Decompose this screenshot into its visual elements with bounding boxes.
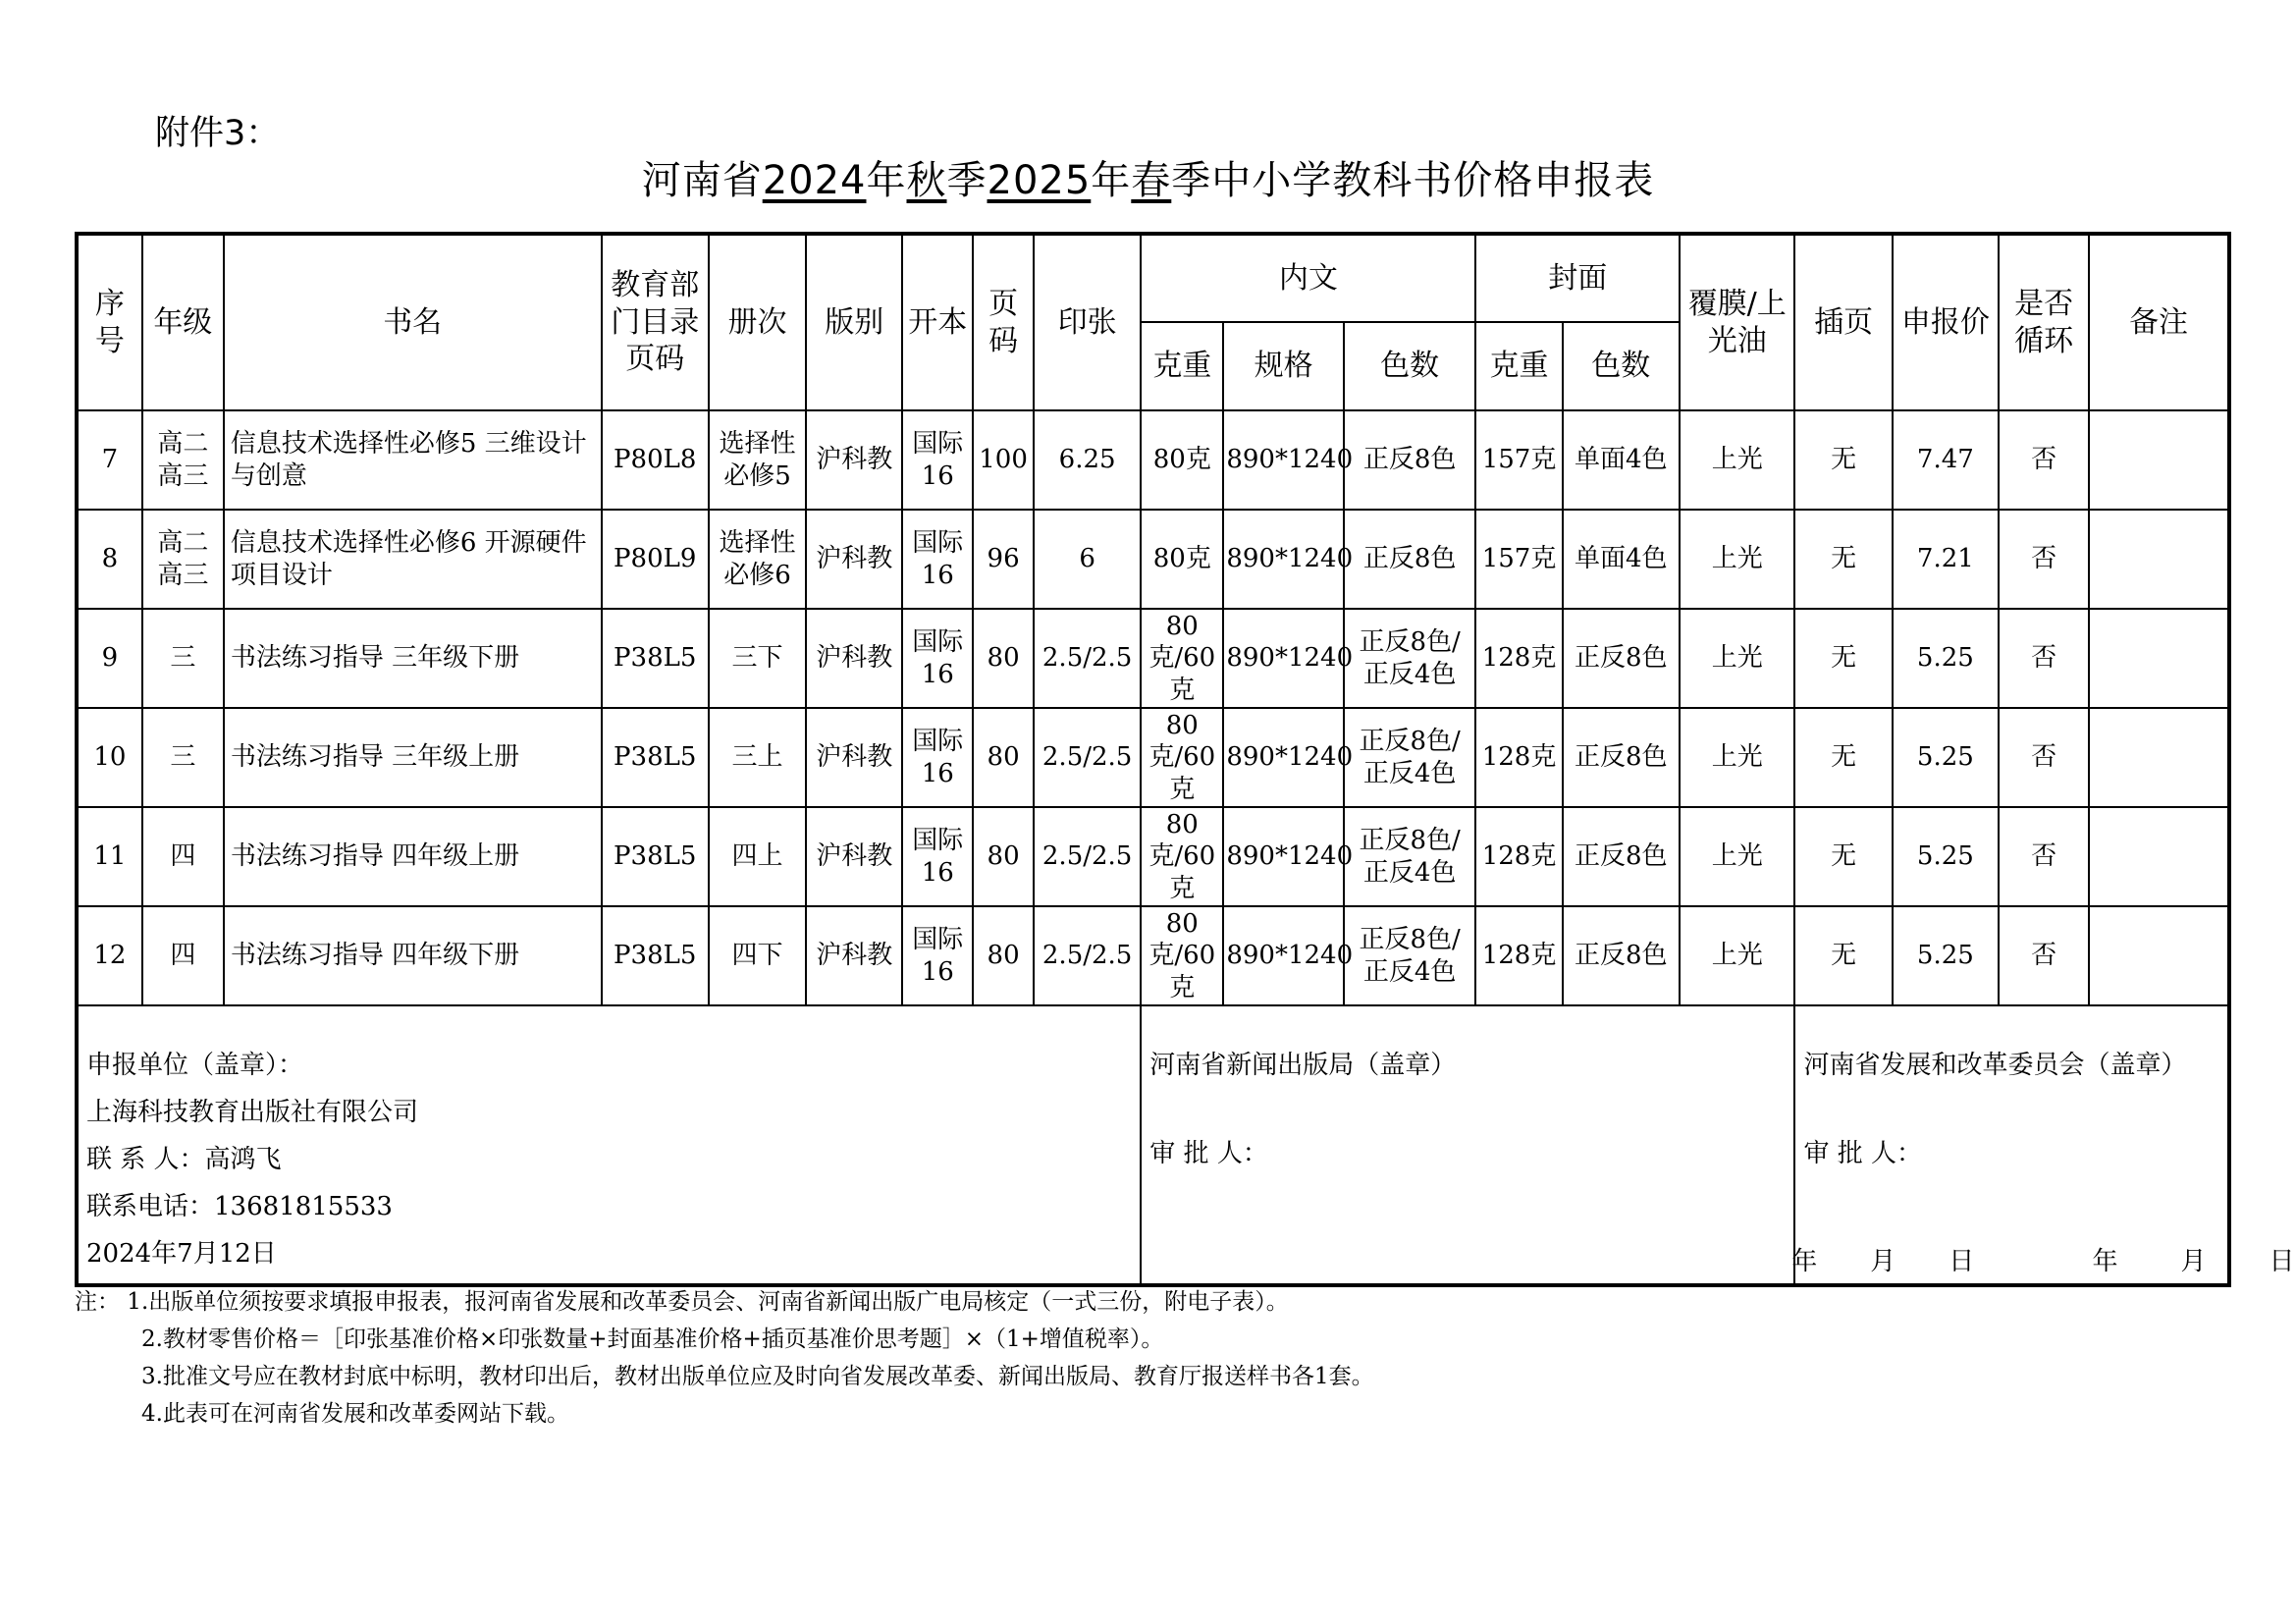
cell-spec: 890*1240 — [1223, 410, 1344, 510]
cell-price: 5.25 — [1893, 609, 1999, 708]
cell-name: 书法练习指导 四年级上册 — [224, 807, 602, 906]
header-inner: 内文 — [1141, 234, 1475, 322]
cell-spec: 890*1240 — [1223, 510, 1344, 609]
cell-catalog: P38L5 — [602, 609, 709, 708]
cell-format: 国际16 — [902, 410, 973, 510]
cell-price: 5.25 — [1893, 708, 1999, 807]
cell-name: 书法练习指导 四年级下册 — [224, 906, 602, 1005]
cell-remark — [2089, 510, 2229, 609]
cell-seq: 7 — [77, 410, 142, 510]
cell-price: 7.21 — [1893, 510, 1999, 609]
cell-insert: 无 — [1794, 410, 1892, 510]
title-part: 河南省 — [641, 158, 763, 203]
note-2: 2.教材零售价格＝［印张基准价格×印张数量+封面基准价格+插页基准价思考题］×（1+增值税率）。 — [141, 1326, 1164, 1352]
header-cover: 封面 — [1475, 234, 1680, 322]
cell-format: 国际16 — [902, 807, 973, 906]
cell-remark — [2089, 609, 2229, 708]
title-part: 季中小学教科书价格申报表 — [1171, 158, 1655, 203]
cell-weight: 80克 — [1141, 410, 1223, 510]
header-format: 开本 — [902, 234, 973, 410]
cell-edition: 沪科教 — [806, 708, 902, 807]
cell-cover-colors: 正反8色 — [1563, 609, 1680, 708]
cell-recycle: 否 — [1999, 410, 2089, 510]
header-price: 申报价 — [1893, 234, 1999, 410]
cell-name: 信息技术选择性必修6 开源硬件项目设计 — [224, 510, 602, 609]
cell-recycle: 否 — [1999, 510, 2089, 609]
cell-remark — [2089, 906, 2229, 1005]
cell-grade: 高二高三 — [142, 410, 224, 510]
cell-spec: 890*1240 — [1223, 609, 1344, 708]
cell-insert: 无 — [1794, 807, 1892, 906]
cell-recycle: 否 — [1999, 609, 2089, 708]
cell-sheets: 2.5/2.5 — [1034, 807, 1141, 906]
cell-sheets: 6.25 — [1034, 410, 1141, 510]
header-spec: 规格 — [1223, 322, 1344, 410]
cell-cover-colors: 正反8色 — [1563, 708, 1680, 807]
cell-remark — [2089, 410, 2229, 510]
cell-sheets: 2.5/2.5 — [1034, 609, 1141, 708]
cell-lamination: 上光 — [1680, 906, 1794, 1005]
cell-colors: 正反8色/正反4色 — [1344, 906, 1476, 1005]
cell-sheets: 6 — [1034, 510, 1141, 609]
cell-edition: 沪科教 — [806, 807, 902, 906]
applicant-box — [77, 1005, 1141, 1285]
cell-recycle: 否 — [1999, 708, 2089, 807]
header-remark: 备注 — [2089, 234, 2229, 410]
cell-cover-colors: 单面4色 — [1563, 510, 1680, 609]
cell-catalog: P80L8 — [602, 410, 709, 510]
cell-colors: 正反8色/正反4色 — [1344, 807, 1476, 906]
ndrc-year: 年 — [2092, 1246, 2118, 1276]
cell-volume: 四上 — [709, 807, 806, 906]
title-season-1: 秋 — [906, 158, 947, 203]
cell-spec: 890*1240 — [1223, 807, 1344, 906]
cell-remark — [2089, 708, 2229, 807]
cell-pages: 80 — [973, 708, 1034, 807]
press-year: 年 — [1791, 1246, 1818, 1276]
ndrc-box — [1794, 1005, 2295, 1285]
ndrc-label: 河南省发展和改革委员会（盖章） — [1803, 1051, 2187, 1080]
table-row — [77, 708, 2229, 807]
title-year-2: 2025 — [987, 158, 1092, 203]
cell-weight: 80克/60克 — [1141, 708, 1223, 807]
press-label: 河南省新闻出版局（盖章） — [1149, 1051, 1457, 1080]
ndrc-month: 月 — [2180, 1246, 2207, 1276]
header-weight: 克重 — [1141, 322, 1223, 410]
cell-catalog: P38L5 — [602, 708, 709, 807]
header-recycle: 是否循环 — [1999, 234, 2089, 410]
price-table — [75, 232, 2295, 1287]
cell-format: 国际16 — [902, 609, 973, 708]
press-month: 月 — [1870, 1246, 1896, 1276]
cell-recycle: 否 — [1999, 906, 2089, 1005]
cell-grade: 四 — [142, 906, 224, 1005]
cell-lamination: 上光 — [1680, 410, 1794, 510]
cell-seq: 9 — [77, 609, 142, 708]
title-year-1: 2024 — [762, 158, 867, 203]
cell-insert: 无 — [1794, 510, 1892, 609]
table-row — [77, 609, 2229, 708]
cell-format: 国际16 — [902, 708, 973, 807]
cell-weight: 80克/60克 — [1141, 906, 1223, 1005]
header-pages: 页码 — [973, 234, 1034, 410]
cell-weight: 80克 — [1141, 510, 1223, 609]
cell-catalog: P80L9 — [602, 510, 709, 609]
cell-name: 书法练习指导 三年级下册 — [224, 609, 602, 708]
cell-edition: 沪科教 — [806, 510, 902, 609]
cell-cover-colors: 正反8色 — [1563, 906, 1680, 1005]
header-sheets: 印张 — [1034, 234, 1141, 410]
header-edition: 版别 — [806, 234, 902, 410]
header-row — [77, 234, 2229, 322]
cell-insert: 无 — [1794, 708, 1892, 807]
cell-cover-weight: 128克 — [1475, 807, 1562, 906]
cell-price: 5.25 — [1893, 906, 1999, 1005]
cell-colors: 正反8色 — [1344, 410, 1476, 510]
cell-volume: 四下 — [709, 906, 806, 1005]
cell-cover-weight: 157克 — [1475, 410, 1562, 510]
title-season-2: 春 — [1131, 158, 1172, 203]
cell-cover-colors: 正反8色 — [1563, 807, 1680, 906]
cell-format: 国际16 — [902, 906, 973, 1005]
cell-lamination: 上光 — [1680, 510, 1794, 609]
header-seq: 序号 — [77, 234, 142, 410]
cell-name: 书法练习指导 三年级上册 — [224, 708, 602, 807]
cell-cover-weight: 128克 — [1475, 906, 1562, 1005]
header-cover-colors: 色数 — [1563, 322, 1680, 410]
cell-volume: 选择性必修5 — [709, 410, 806, 510]
note-4: 4.此表可在河南省发展和改革委网站下载。 — [141, 1401, 569, 1427]
cell-seq: 8 — [77, 510, 142, 609]
table-row — [77, 906, 2229, 1005]
cell-edition: 沪科教 — [806, 906, 902, 1005]
page-title — [0, 149, 2296, 205]
cell-format: 国际16 — [902, 510, 973, 609]
cell-spec: 890*1240 — [1223, 708, 1344, 807]
cell-grade: 三 — [142, 609, 224, 708]
title-part: 年 — [1091, 158, 1132, 203]
header-colors: 色数 — [1344, 322, 1476, 410]
cell-seq: 10 — [77, 708, 142, 807]
cell-catalog: P38L5 — [602, 807, 709, 906]
cell-remark — [2089, 807, 2229, 906]
cell-seq: 12 — [77, 906, 142, 1005]
header-insert: 插页 — [1794, 234, 1892, 410]
applicant-label: 申报单位（盖章）： — [86, 1051, 304, 1080]
header-volume: 册次 — [709, 234, 806, 410]
cell-recycle: 否 — [1999, 807, 2089, 906]
cell-edition: 沪科教 — [806, 609, 902, 708]
cell-volume: 三上 — [709, 708, 806, 807]
cell-sheets: 2.5/2.5 — [1034, 708, 1141, 807]
cell-colors: 正反8色/正反4色 — [1344, 609, 1476, 708]
cell-grade: 四 — [142, 807, 224, 906]
applicant-contact: 联 系 人：高鸿飞 — [86, 1145, 282, 1174]
cell-pages: 80 — [973, 807, 1034, 906]
table-row — [77, 410, 2229, 510]
cell-insert: 无 — [1794, 609, 1892, 708]
applicant-date: 2024年7月12日 — [86, 1239, 277, 1269]
cell-pages: 100 — [973, 410, 1034, 510]
cell-insert: 无 — [1794, 906, 1892, 1005]
cell-pages: 80 — [973, 906, 1034, 1005]
cell-volume: 三下 — [709, 609, 806, 708]
cell-pages: 80 — [973, 609, 1034, 708]
table-row — [77, 510, 2229, 609]
cell-name: 信息技术选择性必修5 三维设计与创意 — [224, 410, 602, 510]
press-box — [1141, 1005, 1975, 1285]
cell-grade: 高二高三 — [142, 510, 224, 609]
table-row — [77, 807, 2229, 906]
cell-colors: 正反8色/正反4色 — [1344, 708, 1476, 807]
note-3: 3.批准文号应在教材封底中标明，教材印出后，教材出版单位应及时向省发展改革委、新闻出版局、教育厅报送样书各1套。 — [141, 1364, 1374, 1389]
cell-pages: 96 — [973, 510, 1034, 609]
notes — [75, 1283, 1374, 1433]
header-grade: 年级 — [142, 234, 224, 410]
cell-lamination: 上光 — [1680, 609, 1794, 708]
ndrc-approver: 审 批 人： — [1803, 1139, 1922, 1168]
cell-lamination: 上光 — [1680, 807, 1794, 906]
header-cover-weight: 克重 — [1475, 322, 1562, 410]
cell-sheets: 2.5/2.5 — [1034, 906, 1141, 1005]
press-day: 日 — [1949, 1246, 1975, 1276]
cell-weight: 80克/60克 — [1141, 807, 1223, 906]
footer-row — [77, 1005, 2229, 1285]
cell-cover-weight: 128克 — [1475, 609, 1562, 708]
applicant-phone: 联系电话：13681815533 — [86, 1192, 393, 1221]
header-lamination: 覆膜/上光油 — [1680, 234, 1794, 410]
cell-price: 5.25 — [1893, 807, 1999, 906]
applicant-company: 上海科技教育出版社有限公司 — [86, 1098, 419, 1127]
ndrc-day: 日 — [2269, 1246, 2295, 1276]
cell-grade: 三 — [142, 708, 224, 807]
cell-seq: 11 — [77, 807, 142, 906]
cell-cover-weight: 157克 — [1475, 510, 1562, 609]
attachment-label: 附件3： — [155, 114, 281, 153]
cell-volume: 选择性必修6 — [709, 510, 806, 609]
cell-edition: 沪科教 — [806, 410, 902, 510]
note-1: 注： 1.出版单位须按要求填报申报表，报河南省发展和改革委员会、河南省新闻出版广电局核定（一式三份，附电子表）。 — [75, 1289, 1289, 1315]
cell-spec: 890*1240 — [1223, 906, 1344, 1005]
cell-weight: 80克/60克 — [1141, 609, 1223, 708]
title-part: 季 — [946, 158, 988, 203]
header-catalog: 教育部门目录页码 — [602, 234, 709, 410]
cell-cover-weight: 128克 — [1475, 708, 1562, 807]
press-approver: 审 批 人： — [1149, 1139, 1268, 1168]
cell-price: 7.47 — [1893, 410, 1999, 510]
title-part: 年 — [866, 158, 907, 203]
cell-colors: 正反8色 — [1344, 510, 1476, 609]
cell-catalog: P38L5 — [602, 906, 709, 1005]
cell-cover-colors: 单面4色 — [1563, 410, 1680, 510]
cell-lamination: 上光 — [1680, 708, 1794, 807]
header-name: 书名 — [224, 234, 602, 410]
